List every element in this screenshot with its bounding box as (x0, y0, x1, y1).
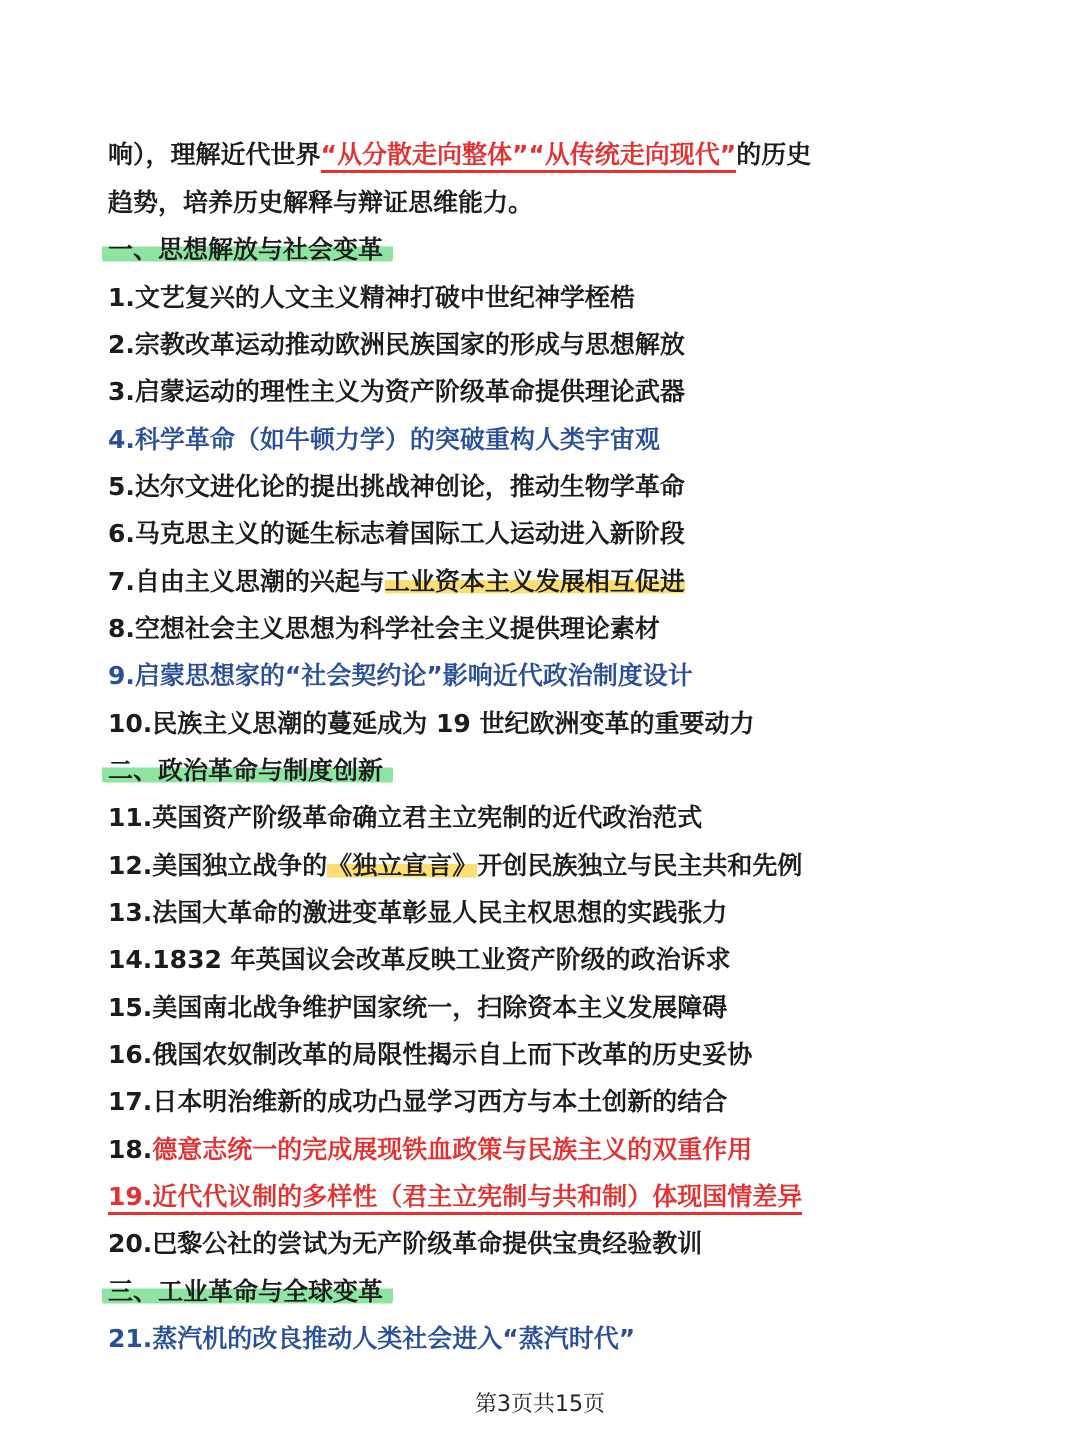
list-item (108, 1038, 752, 1072)
section-heading (108, 1275, 393, 1309)
section-heading-text: 二、政治革命与制度创新 (102, 756, 393, 785)
list-item (108, 328, 685, 362)
section-heading-text: 三、工业革命与全球变革 (102, 1277, 393, 1306)
list-item-text: 21.蒸汽机的改良推动人类社会进入“蒸汽时代” (108, 1324, 636, 1353)
highlighted-phrase: 工业资本主义发展相互促进 (384, 567, 685, 596)
list-item (108, 423, 660, 457)
list-item-text: 18. (108, 1135, 153, 1164)
list-item (108, 1133, 752, 1167)
list-item-text: 20.巴黎公社的尝试为无产阶级革命提供宝贵经验教训 (108, 1229, 703, 1258)
intro-text-end: 的历史 (736, 140, 812, 169)
list-item (108, 1180, 802, 1214)
list-item-text: 1.文艺复兴的人文主义精神打破中世纪神学桎梏 (108, 283, 635, 312)
list-item (108, 896, 727, 930)
list-item-text: 7.自由主义思潮的兴起与 (108, 567, 385, 596)
page-number-footer: 第3页共15页 (475, 1392, 605, 1417)
list-item (108, 1085, 727, 1119)
intro-line-1 (108, 138, 811, 172)
red-underlined-text: 19.近代代议制的多样性（君主立宪制与共和制）体现国情差异 (108, 1182, 802, 1215)
list-item (108, 517, 685, 551)
list-item-text: 12.美国独立战争的 (108, 851, 328, 880)
list-item (108, 707, 755, 741)
list-item-text: 11.英国资产阶级革命确立君主立宪制的近代政治范式 (108, 803, 703, 832)
list-item-text: 3.启蒙运动的理性主义为资产阶级革命提供理论武器 (108, 377, 685, 406)
list-item-text: 2.宗教改革运动推动欧洲民族国家的形成与思想解放 (108, 330, 685, 359)
section-heading-text: 一、思想解放与社会变革 (102, 235, 393, 264)
intro-red-underlined-phrase: “从分散走向整体”“从传统走向现代” (321, 140, 737, 173)
list-item-text: 9.启蒙思想家的“社会契约论”影响近代政治制度设计 (108, 661, 693, 690)
red-emphasis-text: 德意志统一的完成展现铁血政策与民族主义的双重作用 (152, 1135, 753, 1164)
list-item (108, 281, 635, 315)
list-item-text: 5.达尔文进化论的提出挑战神创论，推动生物学革命 (108, 472, 685, 501)
list-item (108, 801, 702, 835)
list-item-text: 开创民族独立与民主共和先例 (477, 851, 803, 880)
list-item-text: 15.美国南北战争维护国家统一，扫除资本主义发展障碍 (108, 993, 728, 1022)
list-item (108, 470, 685, 504)
list-item-text: 4.科学革命（如牛顿力学）的突破重构人类宇宙观 (108, 425, 660, 454)
list-item (108, 565, 685, 599)
list-item (108, 849, 802, 883)
list-item-text: 10.民族主义思潮的蔓延成为 19 世纪欧洲变革的重要动力 (108, 709, 755, 738)
list-item (108, 375, 685, 409)
list-item-text: 17.日本明治维新的成功凸显学习西方与本土创新的结合 (108, 1087, 728, 1116)
intro-line-2 (108, 186, 533, 220)
section-heading (108, 233, 393, 267)
intro-text: 趋势，培养历史解释与辩证思维能力。 (108, 188, 534, 217)
section-heading (108, 754, 393, 788)
list-item-text: 8.空想社会主义思想为科学社会主义提供理论素材 (108, 614, 660, 643)
intro-text: 响），理解近代世界 (108, 140, 321, 169)
list-item (108, 943, 731, 977)
list-item-text: 6.马克思主义的诞生标志着国际工人运动进入新阶段 (108, 519, 685, 548)
list-item-text: 13.法国大革命的激进变革彰显人民主权思想的实践张力 (108, 898, 728, 927)
list-item (108, 659, 693, 693)
list-item-text: 16.俄国农奴制改革的局限性揭示自上而下改革的历史妥协 (108, 1040, 753, 1069)
list-item (108, 1322, 635, 1356)
list-item (108, 1227, 702, 1261)
highlighted-phrase: 《独立宣言》 (327, 851, 478, 880)
list-item (108, 612, 660, 646)
list-item-text: 14.1832 年英国议会改革反映工业资产阶级的政治诉求 (108, 945, 731, 974)
list-item (108, 991, 727, 1025)
